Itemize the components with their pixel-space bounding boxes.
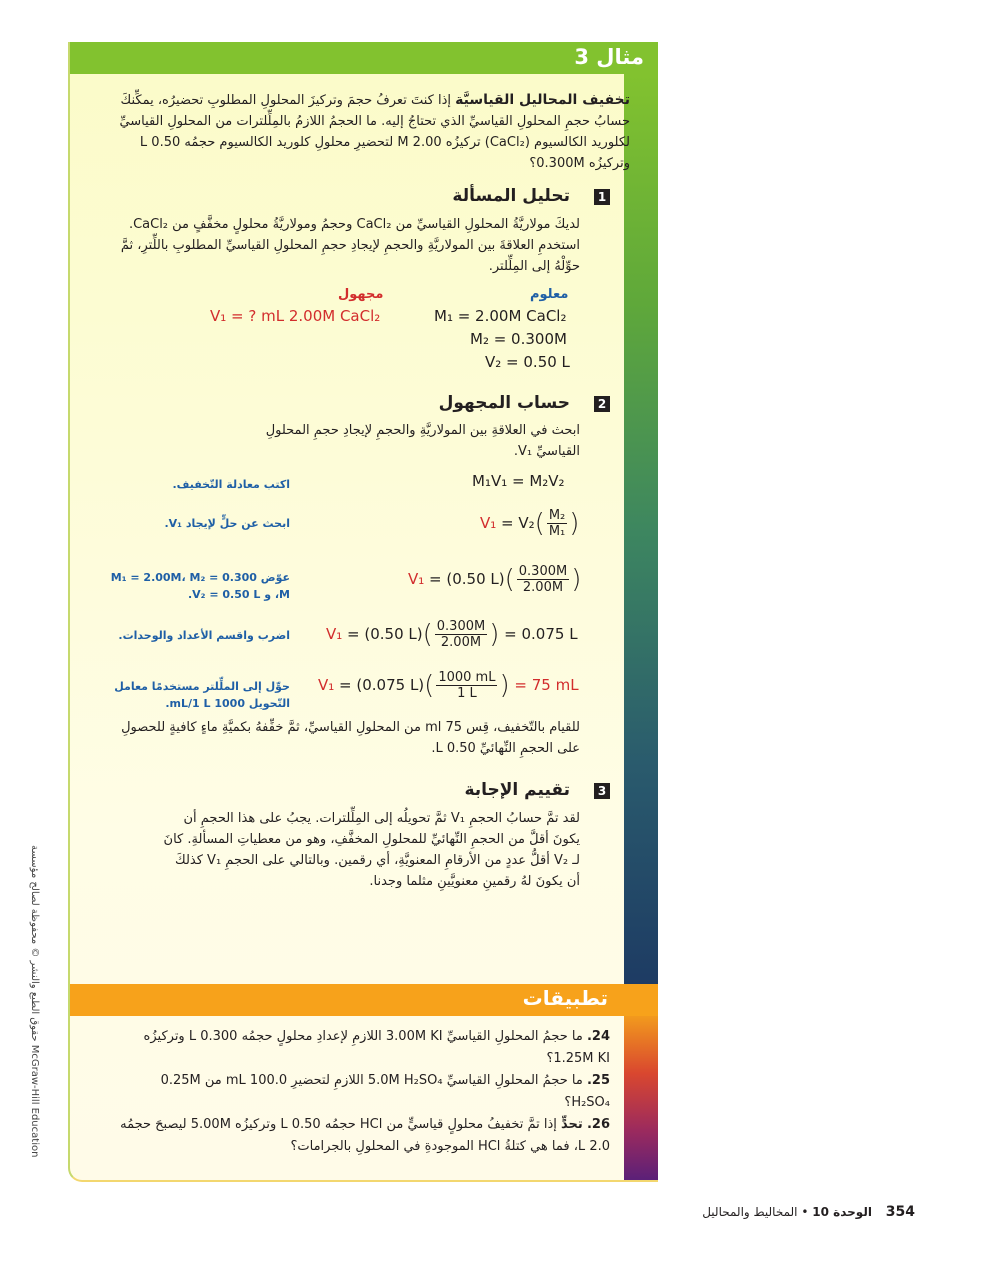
applications-header bbox=[70, 984, 658, 1016]
example-title: مثال 3 bbox=[574, 45, 644, 69]
application-item-24 bbox=[120, 1026, 610, 1070]
step2-text: ابحث في العلاقةِ بين المولاريَّةِ والحجمِ لإيجادِ حجمِ المحلولِ القياسيِّ V₁. bbox=[265, 423, 580, 459]
eq-solve-v2: V₂ bbox=[518, 514, 535, 532]
step1-text: لديكَ مولاريَّةُ المحلولِ القياسيِّ من CaCl₂ وحجمُ ومولاريَّةُ محلولٍ مخفَّفٍ من CaCl₂. استخدمِ العلاقةَ بين المولاريَّةِ والحجمِ لإيجادِ حجمِ المحلولِ القياسيِّ المطلوبِ باللِّترِ، ثمَّ حوِّلْهُ إلى المِلِّلتر. bbox=[120, 217, 580, 274]
frac-conv-1000: 1000 mL bbox=[438, 670, 496, 685]
application-challenge-label: تحدٍّ bbox=[561, 1117, 583, 1132]
eq-result-75: = 75 mL bbox=[514, 676, 579, 694]
known-m2: M₂ = 0.300M bbox=[470, 330, 567, 348]
footer-unit: الوحدة 10 bbox=[812, 1205, 872, 1219]
eq-mul-050: (0.50 L) bbox=[364, 625, 423, 643]
frac-mul-200: 2.00M bbox=[440, 635, 482, 650]
eq-dilution: M₁V₁ = M₂V₂ bbox=[472, 472, 565, 490]
step1-title: تحليل المسألة bbox=[452, 186, 570, 206]
footer-title: المخاليط والمحاليل bbox=[702, 1205, 798, 1219]
known-m1: M₁ = 2.00M CaCl₂ bbox=[434, 307, 567, 325]
unknown-v1: V₁ = ? mL 2.00M CaCl₂ bbox=[210, 307, 381, 325]
frac-mul-0300: 0.300M bbox=[436, 619, 486, 634]
known-label: معلوم bbox=[530, 287, 569, 302]
step3-text: لقد تمَّ حسابُ الحجمِ V₁ ثمَّ تحويلُه إلى المِلِّلترات. يجبُ على هذا الحجمِ أن يكونَ أقلَّ من الحجمِ النِّهائيِّ للمحلولِ المخفَّفِ، وهو من معطياتِ المسألةِ. كانَ لـ V₂ أقلُّ عددٍ من الأرقامِ المعنويَّةِ، أي رقمين. وبالتالي على الحجمِ V₁ كذلكَ أن يكونَ لهُ رقمينِ معنويَّينِ مثلما وجدنا. bbox=[163, 811, 580, 889]
known-v2: V₂ = 0.50 L bbox=[485, 353, 570, 371]
example-intro bbox=[110, 90, 630, 174]
frac-sub-200: 2.00M bbox=[522, 580, 564, 595]
eq-conv-0075: (0.075 L) bbox=[356, 676, 425, 694]
footer-bullet: • bbox=[801, 1205, 809, 1219]
note-convert: حوِّل إلى الملِّلتر مستخدمًا معامل التّحويل 1000 mL/1 L. bbox=[114, 680, 290, 710]
frac-m2: M₂ bbox=[548, 508, 566, 523]
note-solve-v1: ابحث عن حلٍّ لإيجاد V₁. bbox=[164, 517, 290, 530]
copyright-credit: حقوق الطبع والنشر © محفوظة لصالح مؤسسة McGraw-Hill Education bbox=[29, 845, 40, 1158]
eq-solve-v1: V₁ bbox=[480, 514, 497, 532]
application-number: 25. bbox=[586, 1073, 610, 1088]
intro-heading: تخفيف المحاليل القياسيَّة bbox=[455, 92, 630, 108]
note-substitute: عوّض M₁ = 2.00M، M₂ = 0.300 M، و V₂ = 0.50 L. bbox=[110, 571, 290, 601]
applications-title: تطبيقات bbox=[522, 986, 608, 1010]
step2-title: حساب المجهول bbox=[438, 393, 570, 413]
unknown-label: مجهول bbox=[338, 287, 384, 302]
frac-sub-0300: 0.300M bbox=[518, 564, 568, 579]
eq-sub-v1: V₁ bbox=[408, 570, 425, 588]
step2-number: 2 bbox=[594, 396, 610, 412]
eq-result-075: = 0.075 L bbox=[504, 625, 578, 643]
note-write-equation: اكتب معادلة التّخفيف. bbox=[172, 478, 290, 491]
frac-m1: M₁ bbox=[548, 524, 566, 539]
eq-conv-v1: V₁ bbox=[318, 676, 335, 694]
application-text: ما حجمُ المحلولِ القياسيِّ 3.00M KI اللازمِ لإعدادِ محلولٍ حجمُه 0.300 L وتركيزُه 1.25M KI؟ bbox=[143, 1029, 610, 1066]
page-footer bbox=[702, 1204, 915, 1220]
eq-sub-050: (0.50 L) bbox=[446, 570, 505, 588]
decorative-gradient-bar-bottom bbox=[624, 1016, 658, 1180]
page-number: 354 bbox=[885, 1204, 915, 1220]
step3-number: 3 bbox=[594, 783, 610, 799]
application-number: 26. bbox=[586, 1117, 610, 1132]
step3-title: تقييم الإجابة bbox=[464, 780, 570, 800]
step2-conclusion: للقيام بالتّخفيف، قِس 75 ml من المحلولِ القياسيِّ، ثمَّ خفِّفهُ بكميَّةِ ماءٍ كافيةٍ للحصولِ على الحجمِ النِّهائيِّ 0.50 L. bbox=[121, 720, 580, 756]
eq-convert: V₁ = (0.075 L)( $\frac{1000 mL}{1 L}$ ) = 75 mL bbox=[318, 670, 579, 701]
note-multiply: اضرب واقسم الأعداد والوحدات. bbox=[118, 629, 290, 642]
application-item-26 bbox=[120, 1114, 610, 1158]
intro-text: إذا كنتَ تعرفُ حجمَ وتركيزَ المحلولِ المطلوبِ تحضيرُه، يمكِّنكَ حسابُ حجمِ المحلولِ القياسيِّ الذي تحتاجُ إليه. ما الحجمُ اللازمُ بالمِلِّلترات من المحلولِ القياسيِّ لكلوريد الكالسيوم (CaCl₂) تركيزُه 2.00 M لتحضيرِ محلولِ كلوريد الكالسيوم حجمُه 0.50 L وتركيزُه 0.300M؟ bbox=[119, 93, 630, 171]
step1-number: 1 bbox=[594, 189, 610, 205]
decorative-gradient-bar bbox=[624, 74, 658, 992]
eq-multiply: V₁ = (0.50 L)( $\frac{0.300M}{2.00M}$ ) = 0.075 L bbox=[326, 619, 578, 650]
application-text: ما حجمُ المحلولِ القياسيِّ 5.0M H₂SO₄ اللازمِ لتحضيرِ 100.0 mL من 0.25M H₂SO₄؟ bbox=[160, 1073, 610, 1110]
application-item-25 bbox=[120, 1070, 610, 1114]
example-header bbox=[70, 42, 658, 74]
example-box bbox=[68, 42, 658, 1182]
eq-mul-v1: V₁ bbox=[326, 625, 343, 643]
eq-substitute: V₁ = (0.50 L)( $\frac{0.300M}{2.00M}$ ) bbox=[408, 564, 582, 595]
application-number: 24. bbox=[586, 1029, 610, 1044]
eq-solve: V₁ = V₂( $\frac{\text{M₂}}{\text{M₁}}$ ) bbox=[480, 508, 580, 539]
application-text: إذا تمَّ تخفيفُ محلولٍ قياسيٍّ من HCl حجمُه 0.50 L وتركيزُه 5.00M ليصبحَ حجمُه 2.0 L، فما هي كتلةُ HCl الموجودةِ في المحلولِ بالجرامات؟ bbox=[120, 1117, 610, 1154]
frac-conv-1l: 1 L bbox=[457, 686, 477, 701]
